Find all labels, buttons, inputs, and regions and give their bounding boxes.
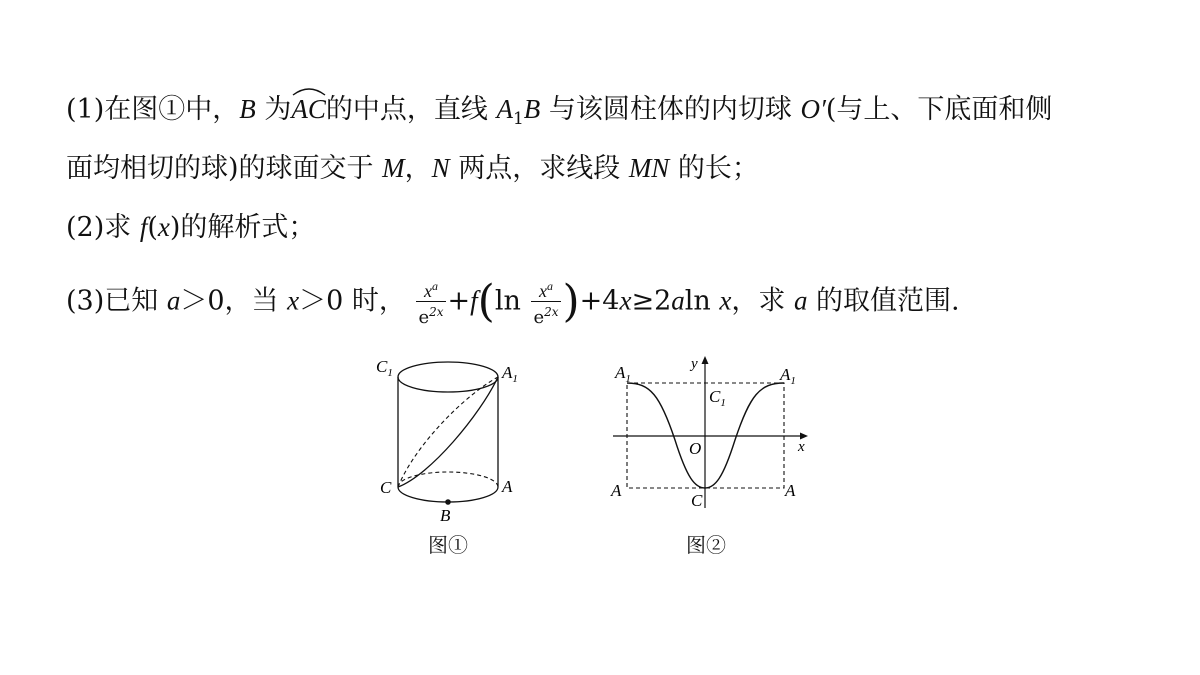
var-x: x bbox=[719, 285, 732, 316]
label-x: x bbox=[798, 439, 805, 455]
var-m: M bbox=[382, 153, 405, 183]
problem-part1-line1 bbox=[66, 92, 1052, 136]
num-exponent: a bbox=[546, 279, 553, 293]
arc-mark-icon bbox=[291, 86, 327, 96]
arc-label: AC bbox=[291, 94, 326, 124]
den-exponent: 2x bbox=[429, 305, 444, 319]
den-base: e bbox=[533, 307, 545, 328]
top-ellipse bbox=[398, 362, 498, 392]
text-segment: 面均相切的球)的球面交于 bbox=[66, 153, 383, 184]
problem-part3 bbox=[66, 276, 960, 328]
den-exponent: 2x bbox=[544, 305, 559, 319]
var-x: x bbox=[287, 285, 300, 316]
fraction-denominator bbox=[531, 302, 560, 328]
figure-1-cylinder bbox=[370, 355, 540, 530]
arc-ac bbox=[291, 92, 326, 126]
text-segment: ＞0 时， bbox=[299, 285, 406, 317]
var-x: x bbox=[619, 285, 632, 316]
var-a: a bbox=[671, 285, 685, 316]
text-segment: (1)在图①中， bbox=[66, 94, 240, 125]
text-segment: ) bbox=[169, 212, 181, 243]
fraction-2 bbox=[531, 276, 560, 328]
num-exponent: a bbox=[431, 279, 438, 293]
den-base: e bbox=[418, 307, 430, 328]
text-segment: 的解析式； bbox=[180, 212, 316, 243]
text-segment: ( bbox=[147, 212, 158, 243]
text-segment: ≥2 bbox=[631, 285, 672, 317]
text-segment: ＞0，当 bbox=[180, 285, 288, 317]
y-axis-arrow-icon bbox=[702, 356, 709, 364]
var-mn: MN bbox=[628, 153, 670, 183]
num-base: x bbox=[538, 281, 547, 301]
text-segment: (3)已知 bbox=[66, 285, 167, 317]
text-segment: (2)求 bbox=[66, 212, 140, 243]
point-b bbox=[445, 499, 451, 505]
fraction-1 bbox=[416, 276, 445, 328]
ln-function: ln bbox=[494, 285, 521, 317]
label-c: C bbox=[380, 478, 392, 497]
figure-2-caption: 图② bbox=[686, 533, 726, 557]
text-segment: 的取值范围. bbox=[807, 285, 960, 317]
helix-back-dashed bbox=[398, 377, 498, 487]
problem-part2 bbox=[66, 210, 315, 245]
var-f: f bbox=[139, 212, 148, 242]
fraction-numerator bbox=[531, 276, 560, 302]
var-a: a bbox=[166, 285, 181, 316]
fraction-numerator bbox=[416, 276, 445, 302]
fraction-denominator bbox=[416, 302, 445, 328]
label-a1-right: $A_1$ bbox=[780, 365, 796, 387]
helix-front bbox=[398, 377, 498, 487]
var-f: f bbox=[470, 285, 478, 316]
text-segment: 的长； bbox=[669, 153, 759, 184]
label-b: B bbox=[440, 506, 451, 525]
label-y: y bbox=[691, 356, 698, 372]
text-segment: 的中点，直线 bbox=[325, 94, 497, 125]
label-c1: $C_1$ bbox=[709, 387, 726, 409]
text-segment: + bbox=[447, 285, 471, 317]
label-a1: $A_1$ bbox=[502, 363, 518, 385]
label-c: C bbox=[691, 491, 703, 510]
var-a: a bbox=[793, 285, 808, 316]
text-segment: ， bbox=[404, 153, 432, 184]
label-c1: $C_1$ bbox=[376, 357, 393, 379]
subscript: 1 bbox=[512, 109, 524, 129]
text-segment: (与上、下底面和侧 bbox=[825, 94, 1053, 125]
figure-2-graph bbox=[605, 350, 820, 510]
var-n: N bbox=[431, 153, 450, 183]
label-a1-left: $A_1$ bbox=[615, 363, 631, 385]
label-o: O bbox=[689, 439, 702, 458]
label-a-left: A bbox=[611, 481, 622, 500]
big-paren-close: ) bbox=[562, 276, 580, 327]
text-segment: 两点，求线段 bbox=[449, 153, 629, 184]
var-a: A bbox=[496, 94, 513, 124]
var-x: x bbox=[157, 212, 170, 242]
num-base: x bbox=[423, 281, 432, 301]
label-a: A bbox=[502, 477, 513, 496]
figure-1-caption: 图① bbox=[428, 533, 468, 557]
text-segment: ，求 bbox=[731, 285, 794, 317]
label-a-right: A bbox=[785, 481, 796, 500]
var-b: B bbox=[239, 94, 256, 124]
var-b: B bbox=[523, 94, 541, 124]
var-o-prime: O′ bbox=[800, 94, 826, 124]
text-segment: 为 bbox=[255, 94, 292, 125]
ln-function: ln bbox=[684, 285, 720, 317]
text-segment: +4 bbox=[579, 285, 620, 317]
text-segment: 与该圆柱体的内切球 bbox=[540, 94, 801, 125]
problem-part1-line2 bbox=[66, 151, 759, 186]
big-paren-open: ( bbox=[477, 276, 495, 327]
